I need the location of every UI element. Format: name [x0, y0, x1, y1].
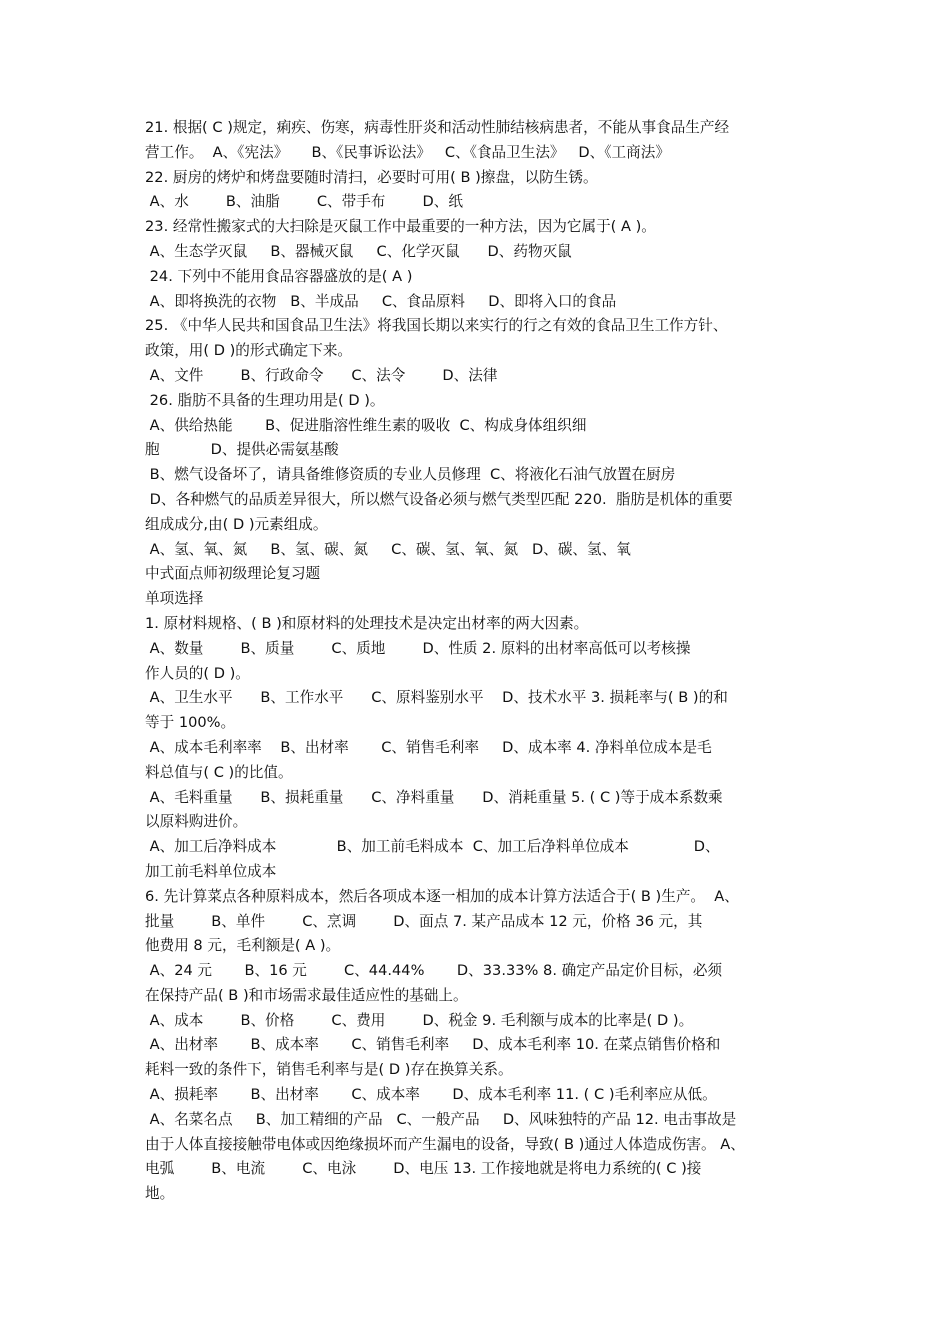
- document-page: [145, 116, 813, 1207]
- text-line-37: A、成本 B、价格 C、费用 D、税金 9. 毛利额与成本的比率是( D )。: [145, 1011, 694, 1029]
- text-line-42: 由于人体直接接触带电体或因绝缘损坏而产生漏电的设备，导致( B )通过人体造成伤害。 A、: [145, 1135, 745, 1153]
- text-line-27: 料总值与( C )的比值。: [145, 763, 293, 781]
- text-line-39: 耗料一致的条件下，销售毛利率与是( D )存在换算关系。: [145, 1061, 513, 1079]
- section-subtitle: 单项选择: [145, 590, 204, 608]
- text-line-43: 电弧 B、电流 C、电泳 D、电压 13. 工作接地就是将电力系统的( C )接: [145, 1160, 702, 1178]
- text-line-3: 22. 厨房的烤炉和烤盘要随时清扫，必要时可用( B )擦盘，以防生锈。: [145, 168, 598, 186]
- text-line-30: A、加工后净料成本 B、加工前毛料成本 C、加工后净料单位成本 D、: [145, 838, 720, 856]
- text-line-23: 作人员的( D )。: [145, 664, 250, 682]
- text-line-35: A、24 元 B、16 元 C、44.44% D、33.33% 8. 确定产品定价目标，必须: [145, 962, 723, 980]
- text-line-11: A、文件 B、行政命令 C、法令 D、法律: [145, 366, 498, 384]
- text-line-12: 26. 脂肪不具备的生理功用是( D )。: [145, 391, 385, 409]
- text-line-33: 批量 B、单件 C、烹调 D、面点 7. 某产品成本 12 元，价格 36 元，其: [145, 912, 703, 930]
- text-line-31: 加工前毛料单位成本: [145, 862, 277, 880]
- text-line-6: A、生态学灭鼠 B、器械灭鼠 C、化学灭鼠 D、药物灭鼠: [145, 242, 572, 260]
- text-line-16: D、各种燃气的品质差异很大，所以燃气设备必须与燃气类型匹配 220. 脂肪是机体的重要: [145, 490, 733, 508]
- text-line-34: 他费用 8 元，毛利额是( A )。: [145, 937, 341, 955]
- text-line-36: 在保持产品( B )和市场需求最佳适应性的基础上。: [145, 986, 468, 1004]
- text-line-41: A、名菜名点 B、加工精细的产品 C、一般产品 D、风味独特的产品 12. 电击事故是: [145, 1110, 737, 1128]
- text-line-28: A、毛料重量 B、损耗重量 C、净料重量 D、消耗重量 5. ( C )等于成本系数乘: [145, 788, 723, 806]
- text-line-9: 25. 《中华人民共和国食品卫生法》将我国长期以来实行的行之有效的食品卫生工作方针、: [145, 317, 728, 335]
- text-line-21: 1. 原材料规格、( B )和原材料的处理技术是决定出材率的两大因素。: [145, 614, 589, 632]
- text-line-29: 以原料购进价。: [145, 813, 248, 831]
- text-line-38: A、出材率 B、成本率 C、销售毛利率 D、成本毛利率 10. 在菜点销售价格和: [145, 1036, 721, 1054]
- text-line-32: 6. 先计算菜点各种原料成本，然后各项成本逐一相加的成本计算方法适合于( B )生产。 A、: [145, 887, 739, 905]
- text-line-17: 组成成分,由( D )元素组成。: [145, 515, 328, 533]
- text-line-8: A、即将换洗的衣物 B、半成品 C、食品原料 D、即将入口的食品: [145, 292, 617, 310]
- text-line-18: A、氢、氧、氮 B、氢、碳、氮 C、碳、氢、氧、氮 D、碳、氢、氧: [145, 540, 631, 558]
- text-line-22: A、数量 B、质量 C、质地 D、性质 2. 原料的出材率高低可以考核操: [145, 639, 691, 657]
- text-line-2: 营工作。 A、《宪法》 B、《民事诉讼法》 C、《食品卫生法》 D、《工商法》: [145, 143, 670, 161]
- text-line-40: A、损耗率 B、出材率 C、成本率 D、成本毛利率 11. ( C )毛利率应从低。: [145, 1086, 717, 1104]
- text-line-13: A、供给热能 B、促进脂溶性维生素的吸收 C、构成身体组织细: [145, 416, 587, 434]
- text-line-15: B、燃气设备坏了，请具备维修资质的专业人员修理 C、将液化石油气放置在厨房: [145, 466, 676, 484]
- text-line-4: A、水 B、油脂 C、带手布 D、纸: [145, 193, 463, 211]
- text-line-10: 政策，用( D )的形式确定下来。: [145, 342, 353, 360]
- text-line-5: 23. 经常性搬家式的大扫除是灭鼠工作中最重要的一种方法，因为它属于( A )。: [145, 218, 656, 236]
- text-line-1: 21. 根据( C )规定，痢疾、伤寒，病毒性肝炎和活动性肺结核病患者，不能从事食品生产经: [145, 119, 730, 136]
- text-line-7: 24. 下列中不能用食品容器盛放的是( A ): [145, 267, 413, 285]
- text-line-24: A、卫生水平 B、工作水平 C、原料鉴别水平 D、技术水平 3. 损耗率与( B )的和: [145, 689, 728, 707]
- text-line-14: 胞 D、提供必需氨基酸: [145, 441, 339, 459]
- section-title: 中式面点师初级理论复习题: [145, 565, 321, 583]
- text-line-25: 等于 100%。: [145, 714, 236, 732]
- text-line-26: A、成本毛利率率 B、出材率 C、销售毛利率 D、成本率 4. 净料单位成本是毛: [145, 738, 712, 756]
- text-line-44: 地。: [145, 1185, 175, 1203]
